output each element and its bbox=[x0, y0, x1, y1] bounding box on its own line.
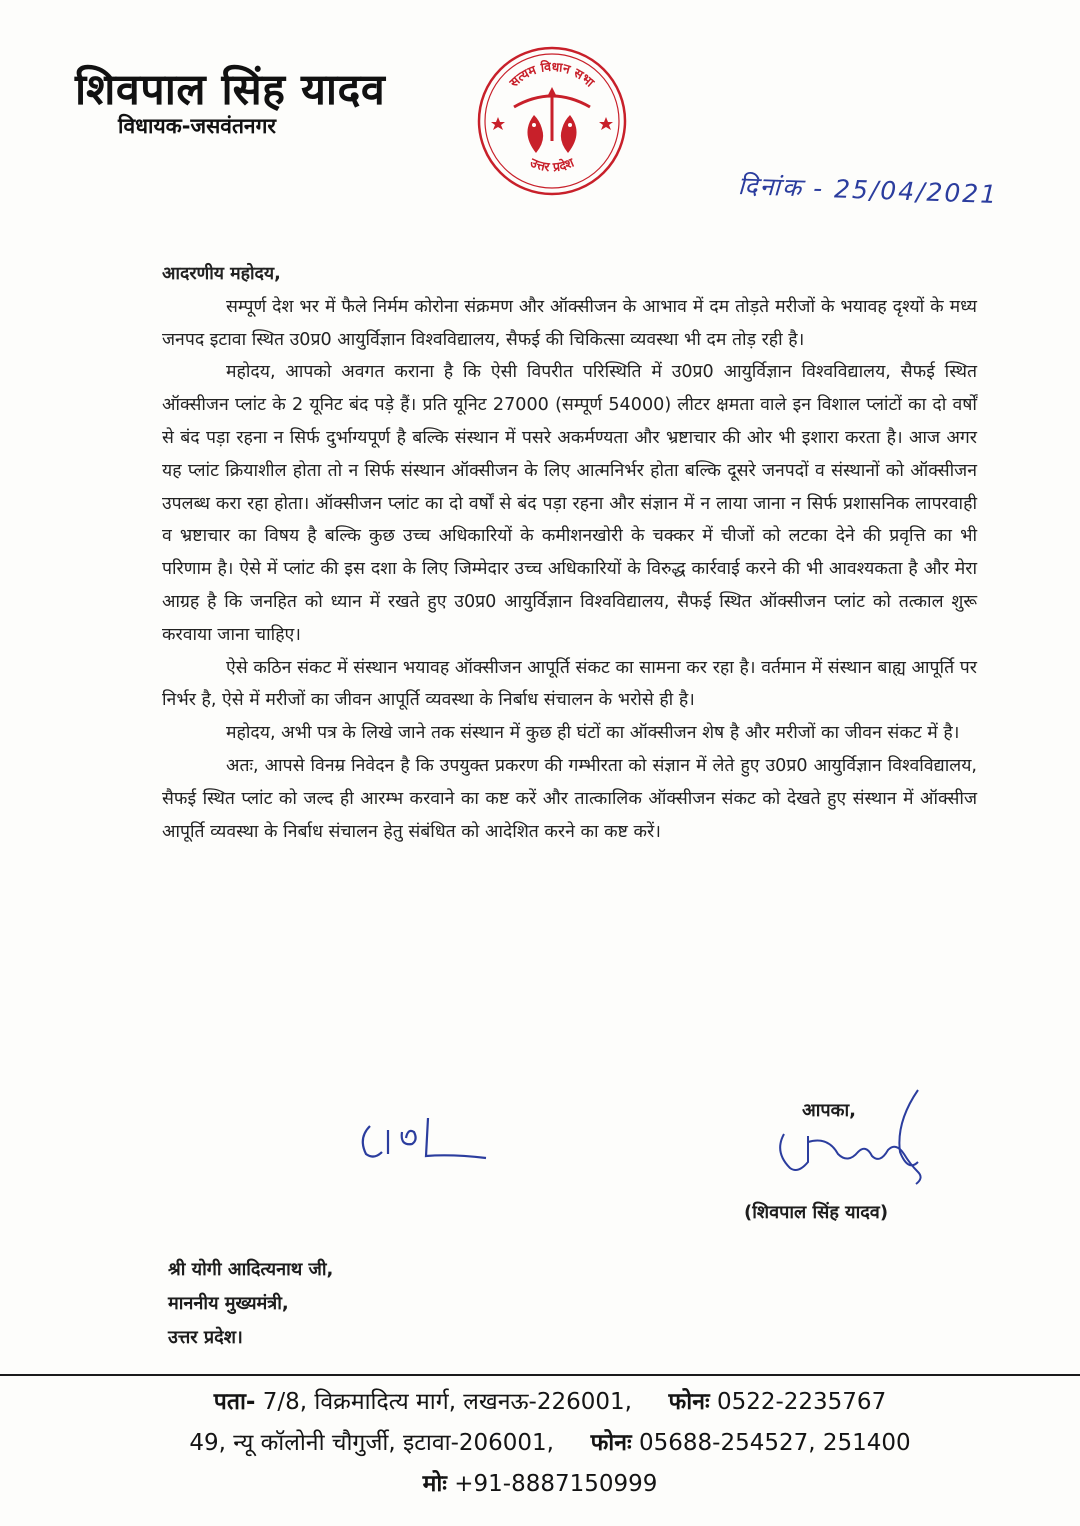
letterhead-designation: विधायक-जसवंतनगर bbox=[118, 114, 276, 138]
recipient-line-2: माननीय मुख्यमंत्री, bbox=[168, 1293, 289, 1314]
letterhead-name: शिवपाल सिंह यादव bbox=[75, 65, 386, 115]
footer-divider bbox=[0, 1374, 1080, 1376]
handwritten-margin-note bbox=[352, 1108, 492, 1168]
mobile-value: +91-8887150999 bbox=[454, 1471, 658, 1497]
seal-top-text: सत्यम विधान सभा bbox=[506, 58, 598, 90]
address-1-value: 7/8, विक्रमादित्य मार्ग, लखनऊ-226001, bbox=[262, 1389, 632, 1415]
recipient-line-3: उत्तर प्रदेश। bbox=[168, 1327, 243, 1348]
handwritten-signature bbox=[768, 1082, 943, 1187]
letter-date: दिनांक - 25/04/2021 bbox=[737, 171, 999, 210]
footer-line-1 bbox=[0, 1382, 1080, 1423]
body-paragraph-5: अतः, आपसे विनम्र निवेदन है कि उपयुक्त प्रकरण की गम्भीरता को संज्ञान में लेते हुए उ0प्र0 आयुर्विज्ञान विश्वविद्यालय, सैफई स्थित प्लांट को जल्द ही आरम्भ करवाने का कष्ट करें और तात्कालिक ऑक्सीजन संकट को देखते हुए संस्थान में ऑक्सीज आपूर्ति व्यवस्था के निर्बाध संचालन हेतु संबंधित को आदेशित करने का कष्ट करें। bbox=[162, 755, 977, 842]
footer-contact bbox=[0, 1382, 1080, 1505]
phone-2-label: फोनः bbox=[590, 1430, 632, 1456]
salutation: आदरणीय महोदय, bbox=[162, 264, 281, 284]
recipient-block bbox=[168, 1253, 333, 1355]
assembly-seal-logo bbox=[476, 45, 628, 197]
phone-1-label: फोनः bbox=[668, 1389, 710, 1415]
phone-2-value: 05688-254527, 251400 bbox=[638, 1430, 911, 1456]
address-1-label: पता- bbox=[213, 1389, 256, 1415]
letter-body bbox=[162, 258, 977, 848]
footer-line-3 bbox=[0, 1464, 1080, 1505]
footer-line-2 bbox=[0, 1423, 1080, 1464]
address-2-value: 49, न्यू कॉलोनी चौगुर्जी, इटावा-206001, bbox=[189, 1430, 554, 1456]
body-paragraph-4: महोदय, अभी पत्र के लिखे जाने तक संस्थान में कुछ ही घंटों का ऑक्सीजन शेष है और मरीजों का जीवन संकट में है। bbox=[226, 723, 960, 744]
recipient-line-1: श्री योगी आदित्यनाथ जी, bbox=[168, 1259, 334, 1280]
closing-text: आपका, bbox=[802, 1100, 856, 1121]
body-paragraph-3: ऐसे कठिन संकट में संस्थान भयावह ऑक्सीजन आपूर्ति संकट का सामना कर रहा है। वर्तमान में संस्थान बाह्य आपूर्ति पर निर्भर है, ऐसे में मरीजों का जीवन आपूर्ति व्यवस्था के निर्बाध संचालन के भरोसे ही है। bbox=[162, 657, 977, 711]
mobile-label: मोः bbox=[422, 1471, 447, 1497]
body-paragraph-1: सम्पूर्ण देश भर में फैले निर्मम कोरोना संक्रमण और ऑक्सीजन के आभाव में दम तोड़ते मरीजों के भयावह दृश्यों के मध्य जनपद इटावा स्थित उ0प्र0 आयुर्विज्ञान विश्वविद्यालय, सैफई की चिकित्सा व्यवस्था भी दम तोड़ रही है। bbox=[162, 296, 977, 350]
phone-1-value: 0522-2235767 bbox=[716, 1389, 887, 1415]
seal-bottom-text: उत्तर प्रदेश bbox=[527, 154, 577, 175]
body-paragraph-2: महोदय, आपको अवगत कराना है कि ऐसी विपरीत परिस्थिति में उ0प्र0 आयुर्विज्ञान विश्वविद्यालय, सैफई स्थित ऑक्सीजन प्लांट के 2 यूनिट बंद पड़े हैं। प्रति यूनिट 27000 (सम्पूर्ण 54000) लीटर क्षमता वाले इन विशाल प्लांटों का दो वर्षों से बंद पड़ा रहना न सिर्फ दुर्भाग्यपूर्ण है बल्कि संस्थान में पसरे अकर्मण्यता और भ्रष्टाचार की ओर भी इशारा करता है। आज अगर यह प्लांट क्रियाशील होता तो न सिर्फ संस्थान ऑक्सीजन के लिए आत्मनिर्भर होता बल्कि दूसरे जनपदों व संस्थानों को ऑक्सीजन उपलब्ध करा रहा होता। ऑक्सीजन प्लांट का दो वर्षों से बंद पड़ा रहना और संज्ञान में न लाया जाना न सिर्फ प्रशासनिक लापरवाही व भ्रष्टाचार का विषय है बल्कि कुछ उच्च अधिकारियों के कमीशनखोरी के चक्कर में चीजों को लटका देने की प्रवृत्ति का भी परिणाम है। ऐसे में प्लांट की इस दशा के लिए जिम्मेदार उच्च अधिकारियों के विरुद्ध कार्रवाई करने की भी आवश्यकता है और मेरा आग्रह है कि जनहित को ध्यान में रखते हुए उ0प्र0 आयुर्विज्ञान विश्वविद्यालय, सैफई स्थित ऑक्सीजन प्लांट को तत्काल शुरू करवाया जाना चाहिए। bbox=[162, 362, 977, 645]
signatory-name: (शिवपाल सिंह यादव) bbox=[744, 1202, 889, 1223]
